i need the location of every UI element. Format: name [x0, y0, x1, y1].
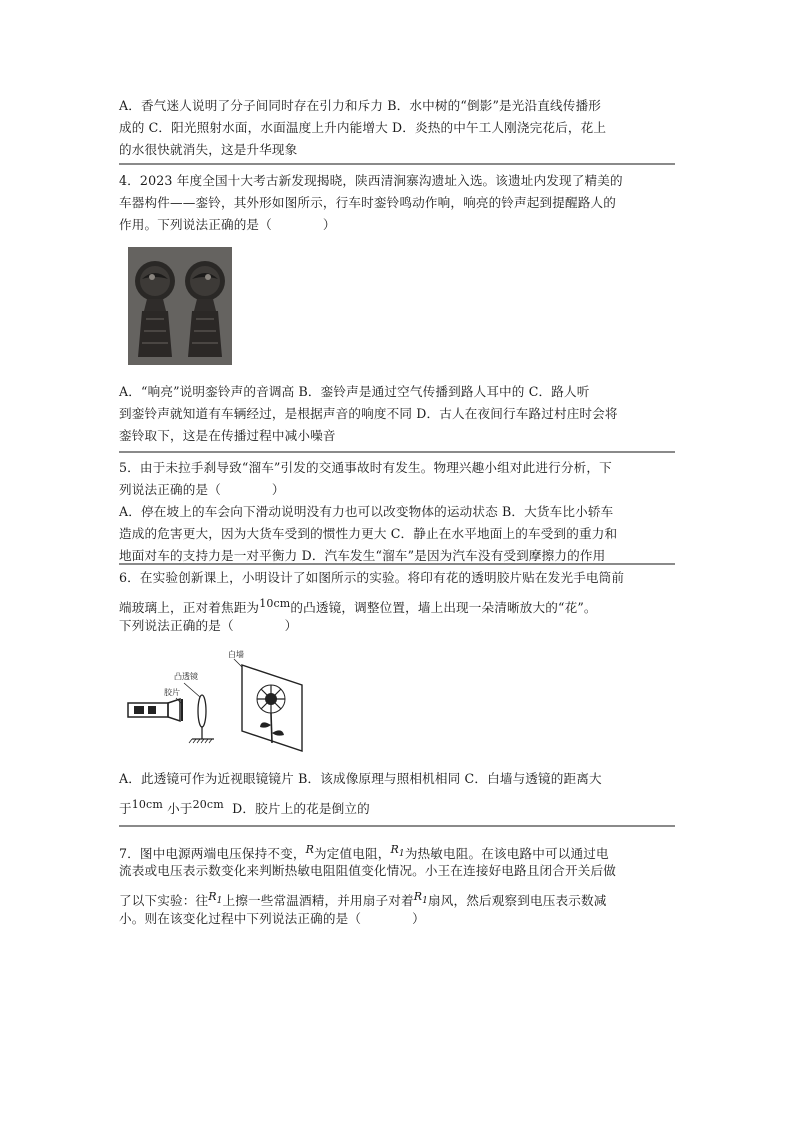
q7-l1-a: 7．图中电源两端电压保持不变， — [119, 846, 306, 862]
q7-r1c-letter: R — [413, 890, 423, 903]
q7-line-3 — [119, 882, 675, 908]
q3-options — [119, 95, 675, 161]
luanling-bell-photo — [128, 247, 232, 365]
q4-stem-line-3: 作用。下列说法正确的是（ ） — [119, 217, 336, 232]
lens-label: 凸透镜 — [174, 672, 198, 681]
q7-symbol-r1 — [390, 843, 405, 860]
q7-r1b-letter: R — [208, 890, 217, 903]
q6-opt2-a: 于 — [119, 801, 132, 817]
q6-opt2-value-1: 10cm — [131, 798, 163, 811]
q6-line-2-pre: 端玻璃上，正对着焦距为 — [119, 600, 260, 616]
q6-opt2-b: 小于 — [167, 801, 193, 817]
q6-option-line-2 — [119, 790, 675, 816]
q7-line-1 — [119, 834, 675, 860]
q6-options — [119, 768, 675, 816]
q6-line-2 — [119, 589, 675, 615]
q7-r1-letter: R — [390, 843, 399, 856]
divider-2 — [119, 451, 675, 453]
q6-stem — [119, 567, 675, 637]
q6-line-1: 6．在实验创新课上，小明设计了如图所示的实验。将印有花的透明胶片贴在发光手电筒前 — [119, 570, 625, 585]
q7-l3-c: 扇风，然后观察到电压表示数减 — [428, 893, 607, 909]
q7-r1-sub: 1 — [398, 849, 405, 860]
q6-opt2-c: D．胶片上的花是倒立的 — [232, 801, 370, 817]
divider-3 — [119, 563, 675, 565]
q4-option-line-3: 銮铃取下，这是在传播过程中减小噪音 — [119, 428, 336, 443]
q7-l1-b: 为定值电阻， — [314, 846, 391, 862]
q7-r1c-sub: 1 — [422, 896, 429, 907]
film-label: 胶片 — [164, 688, 180, 697]
q4-option-line-2: 到銮铃声就知道有车辆经过，是根据声音的响度不同 D．古人在夜间行车路过村庄时会将 — [119, 406, 618, 421]
q4-stem-line-1: 4．2023 年度全国十大考古新发现揭晓，陕西清涧寨沟遗址入选。该遗址内发现了精美的 — [119, 173, 623, 188]
q3-line-3: 的水很快就消失，这是升华现象 — [119, 142, 298, 157]
q5-line-2: 列说法正确的是（ ） — [119, 482, 285, 497]
q6-line-2-post: 的凸透镜，调整位置，墙上出现一朵清晰放大的“花”。 — [290, 600, 597, 616]
q7-l1-c: 为热敏电阻。在该电路中可以通过电 — [404, 846, 609, 862]
q6-focal-length: 10cm — [259, 597, 291, 610]
q4-options — [119, 381, 675, 447]
wall-label: 白墙 — [228, 650, 244, 659]
q5 — [119, 457, 675, 567]
q6-opt2-value-2: 20cm — [192, 798, 224, 811]
q5-line-5: 地面对车的支持力是一对平衡力 D．汽车发生“溜车”是因为汽车没有受到摩擦力的作用 — [119, 548, 606, 563]
q4-stem-line-2: 车器构件——銮铃，其外形如图所示，行车时銮铃鸣动作响，响亮的铃声起到提醒路人的 — [119, 195, 617, 210]
q3-line-1: A．香气迷人说明了分子间同时存在引力和斥力 B．水中树的“倒影”是光沿直线传播形 — [119, 98, 602, 113]
q4-stem — [119, 170, 675, 236]
q6-option-line-1: A．此透镜可作为近视眼镜镜片 B．该成像原理与照相机相同 C．白墙与透镜的距离大 — [119, 771, 602, 786]
lens-experiment-diagram — [124, 645, 314, 755]
q6-line-3: 下列说法正确的是（ ） — [119, 618, 298, 633]
q7-symbol-r1-c — [413, 890, 429, 907]
q7-line-2: 流表或电压表示数变化来判断热敏电阻阻值变化情况。小王在连接好电路且闭合开关后做 — [119, 863, 617, 878]
q5-line-3: A．停在坡上的车会向下滑动说明没有力也可以改变物体的运动状态 B．大货车比小轿车 — [119, 504, 614, 519]
q7-symbol-r1-b — [208, 890, 223, 907]
q7-l3-a: 了以下实验：往 — [119, 893, 209, 909]
divider-1 — [119, 163, 675, 165]
q7-r1b-sub: 1 — [216, 896, 223, 907]
q5-line-1: 5．由于未拉手刹导致“溜车”引发的交通事故时有发生。物理兴趣小组对此进行分析，下 — [119, 460, 612, 475]
q7 — [119, 834, 675, 930]
q4-option-line-1: A．“响亮”说明銮铃声的音调高 B．銮铃声是通过空气传播到路人耳中的 C．路人听 — [119, 384, 590, 399]
q7-l3-b: 上擦一些常温酒精，并用扇子对着 — [222, 893, 414, 909]
divider-4 — [119, 825, 675, 827]
q7-line-4: 小。则在该变化过程中下列说法正确的是（ ） — [119, 911, 425, 926]
q5-line-4: 造成的危害更大，因为大货车受到的惯性力更大 C．静止在水平地面上的车受到的重力和 — [119, 526, 618, 541]
q7-symbol-r: R — [305, 843, 315, 856]
q3-line-2: 成的 C．阳光照射水面，水面温度上升内能增大 D．炎热的中午工人刚浇完花后，花上 — [119, 120, 607, 135]
